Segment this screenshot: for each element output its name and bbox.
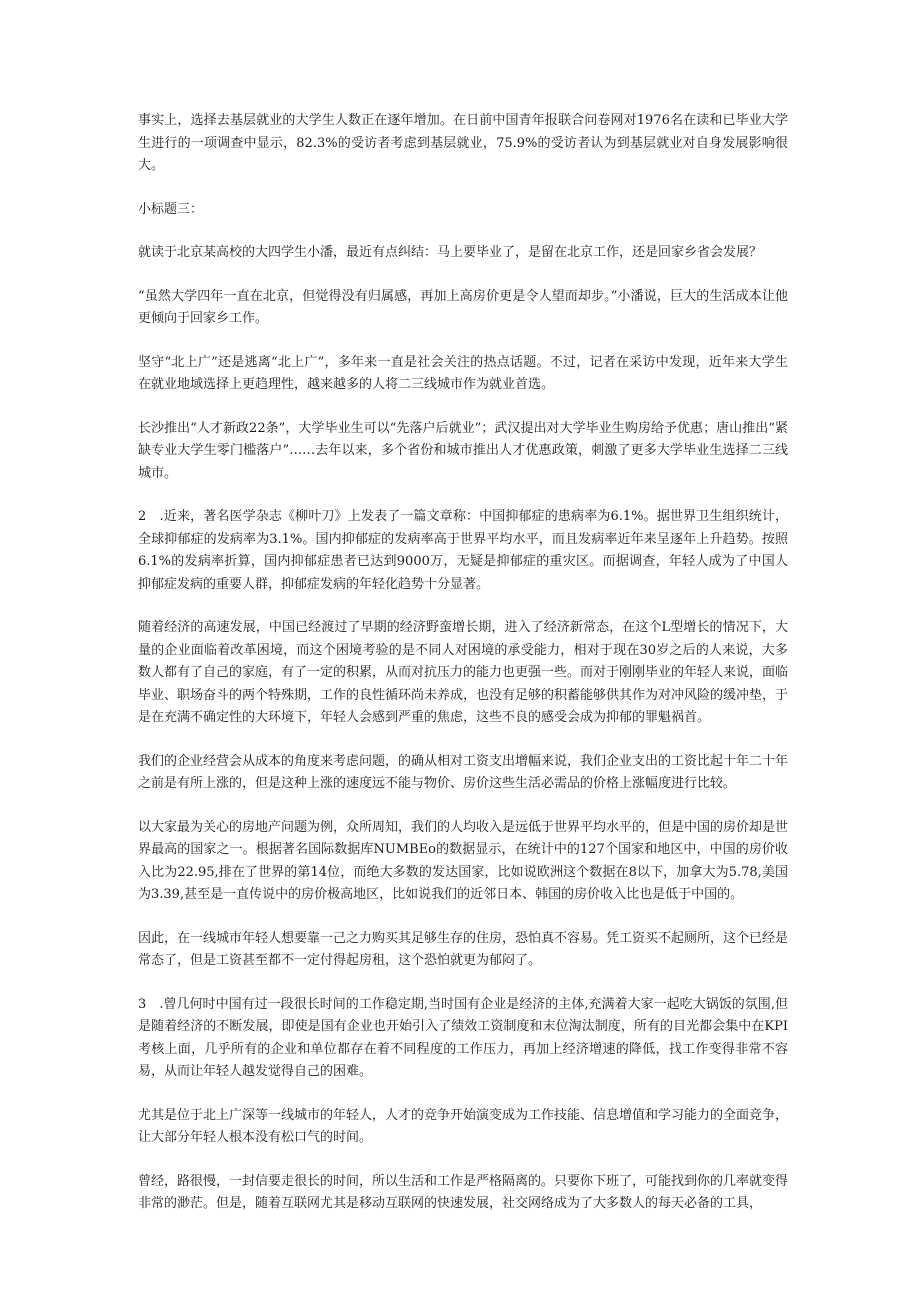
paragraph-housing-price: 以大家最为关心的房地产问题为例，众所周知，我们的人均收入是远低于世界平均水平的，但是中国的房价却是世界最高的国家之一。根据著名国际数据库NUMBEo的数据显示，在统计中的127个国家和地区中，中国的房价收入比为22.95,排在了世界的第14位，而绝大多数的发达国家，比如说欧洲这个数据在8以下，加拿大为5.78,美国为3.39,甚至是一直传说中的房价极高地区，比如说我们的近邻日本、韩国的房价收入比也是低于中国的。 xyxy=(138,819,789,902)
subheading-three: 小标题三： xyxy=(138,201,204,217)
paragraph-work-stability: 3 .曾几何时中国有过一段很长时间的工作稳定期,当时国有企业是经济的主体,充满着大家一起吃大锅饭的氛围,但是随着经济的不断发展，即使是国有企业也开始引入了绩效工资制度和末位淘汰制度，所有的目光都会集中在KPI考核上面，几乎所有的企业和单位都存在着不同程度的工作压力，再加上经济增速的降低，找工作变得非常不容易，从而让年轻人越发觉得自己的困难。 xyxy=(138,996,788,1079)
document-body xyxy=(138,110,788,1237)
paragraph-rent-burden: 因此，在一线城市年轻人想要靠一己之力购买其足够生存的住房，恐怕真不容易。凭工资买不起厕所，这个已经是常态了，但是工资甚至都不一定付得起房租，这个恐怕就更为郁闷了。 xyxy=(138,930,789,968)
paragraph-student-xiaopan: 就读于北京某高校的大四学生小潘，最近有点纠结：马上要毕业了，是留在北京工作，还是回家乡省会发展？ xyxy=(138,245,763,260)
paragraph-tier-one-competition: 尤其是位于北上广深等一线城市的年轻人，人才的竞争开始演变成为工作技能、信息增值和学习能力的全面竞争，让大部分年轻人根本没有松口气的时间。 xyxy=(138,1107,789,1145)
paragraph-city-talent-policies: 长沙推出“人才新政22条”，大学毕业生可以“先落户后就业”；武汉提出对大学毕业生购房给予优惠；唐山推出“紧缺专业大学生零门槛落户”……去年以来，多个省份和城市推出人才优惠政策，刺激了更多大学毕业生选择二三线城市。 xyxy=(138,420,788,481)
paragraph-economic-pressure: 随着经济的高速发展，中国已经渡过了早期的经济野蛮增长期，进入了经济新常态，在这个L型增长的情况下，大量的企业面临着改革困境，而这个困境考验的是不同人对困境的承受能力，相对于现在30岁之后的人来说，大多数人都有了自己的家庭，有了一定的积累，从而对抗压力的能力也更强一些。而对于刚刚毕业的年轻人来说，面临毕业、职场奋斗的两个特殊期，工作的良性循环尚未养成，也没有足够的积蓄能够供其作为对冲风险的缓冲垫，于是在充满不确定性的大环境下，年轻人会感到严重的焦虑，这些不良的感受会成为抑郁的罪魁祸首。 xyxy=(138,620,789,725)
paragraph-depression-rate: 2 .近来，著名医学杂志《柳叶刀》上发表了一篇文章称：中国抑郁症的患病率为6.1%。据世界卫生组织统计，全球抑郁症的发病率为3.1%。国内抑郁症的发病率高于世界平均水平，而且发病率近年来呈逐年上升趋势。按照6.1%的发病率折算，国内抑郁症患者已达到9000万，无疑是抑郁症的重灾区。而据调查，年轻人成为了中国人抑郁症发病的重要人群，抑郁症发病的年轻化趋势十分显著。 xyxy=(138,509,788,592)
paragraph-xiaopan-quote: “虽然大学四年一直在北京，但觉得没有归属感，再加上高房价更是令人望而却步。”小潘说，巨大的生活成本让他更倾向于回家乡工作。 xyxy=(138,288,788,326)
paragraph-beishangguang: 坚守“北上广”还是逃离“北上广”，多年来一直是社会关注的热点话题。不过，记者在采访中发现，近年来大学生在就业地域选择上更趋理性，越来越多的人将二三线城市作为就业首选。 xyxy=(138,354,788,392)
paragraph-internet-work-life: 曾经，路很慢，一封信要走很长的时间，所以生活和工作是严格隔离的。只要你下班了，可能找到你的几率就变得非常的渺茫。但是，随着互联网尤其是移动互联网的快速发展，社交网络成为了大多数人的每天必备的工具， xyxy=(138,1173,789,1211)
paragraph-wage-growth: 我们的企业经营会从成本的角度来考虑问题，的确从相对工资支出增幅来说，我们企业支出的工资比起十年二十年之前是有所上涨的，但是这种上涨的速度远不能与物价、房价这些生活必需品的价格上涨幅度进行比较。 xyxy=(138,753,789,791)
paragraph-grassroots-employment: 事实上，选择去基层就业的大学生人数正在逐年增加。在日前中国青年报联合问卷网对1976名在读和已毕业大学生进行的一项调查中显示，82.3%的受访者考虑到基层就业，75.9%的受访者认为到基层就业对自身发展影响很大。 xyxy=(138,113,788,173)
